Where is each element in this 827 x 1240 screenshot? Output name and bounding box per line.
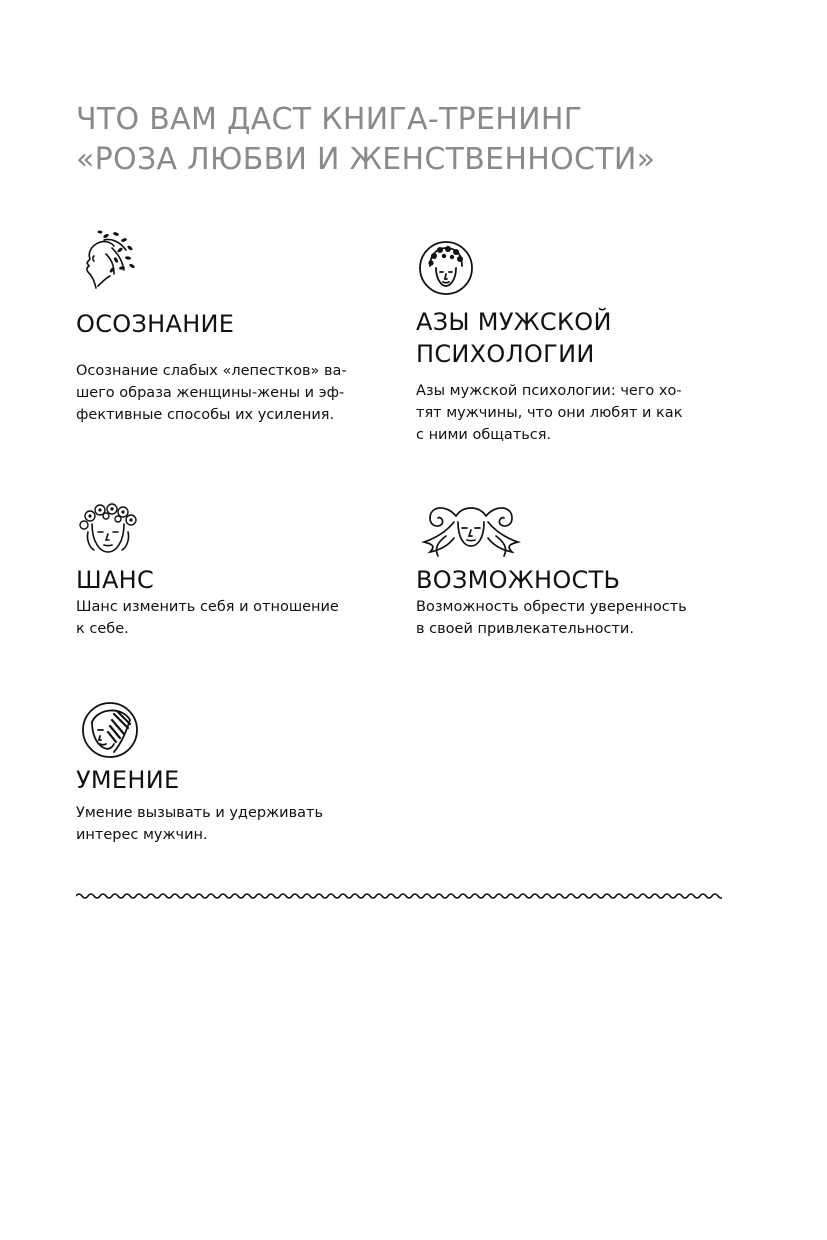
benefit-heading — [76, 308, 396, 340]
benefit-heading — [416, 306, 736, 370]
benefit-item-awareness — [76, 226, 396, 426]
benefit-description — [416, 596, 736, 640]
description-line: шего образа женщины-жены и эф- — [76, 385, 345, 401]
benefit-description — [416, 380, 736, 446]
benefit-item-opportunity — [416, 498, 736, 640]
page-title-line-1: ЧТО ВАМ ДАСТ КНИГА-ТРЕНИНГ — [76, 102, 583, 137]
description-line: Азы мужской психологии: чего хо- — [416, 383, 682, 399]
benefit-item-chance — [76, 498, 396, 640]
benefit-heading — [76, 764, 396, 796]
description-line: Шанс изменить себя и отношение — [76, 599, 339, 615]
benefit-heading-line: ШАНС — [76, 566, 155, 594]
description-line: интерес мужчин. — [76, 827, 208, 843]
benefit-heading — [76, 564, 396, 596]
benefit-description — [76, 802, 396, 846]
woman-face-with-curly-hair-icon — [416, 498, 526, 562]
benefit-heading-line: ВОЗМОЖНОСТЬ — [416, 566, 621, 594]
description-line: в своей привлекательности. — [416, 621, 634, 637]
description-line: к себе. — [76, 621, 129, 637]
benefit-heading-line: ОСОЗНАНИЕ — [76, 310, 235, 338]
page-title — [76, 100, 756, 180]
description-line: Возможность обрести уверенность — [416, 599, 687, 615]
woman-with-leaves-profile-icon — [76, 226, 140, 290]
woman-profile-in-circle-icon — [76, 698, 140, 762]
description-line: тят мужчины, что они любят и как — [416, 405, 683, 421]
description-line: с ними общаться. — [416, 427, 552, 443]
benefit-description — [76, 596, 396, 640]
benefit-item-skill — [76, 698, 396, 846]
description-line: Осознание слабых «лепестков» ва- — [76, 363, 347, 379]
woman-face-with-flower-wreath-icon — [76, 498, 140, 562]
benefit-heading-line: ПСИХОЛОГИИ — [416, 340, 595, 368]
benefit-heading — [416, 564, 736, 596]
page-title-line-2: «РОЗА ЛЮБВИ И ЖЕНСТВЕННОСТИ» — [76, 142, 656, 177]
benefit-heading-line: АЗЫ МУЖСКОЙ — [416, 308, 612, 336]
description-line: Умение вызывать и удерживать — [76, 805, 323, 821]
description-line: фективные способы их усиления. — [76, 407, 335, 423]
benefit-item-male-psychology — [416, 236, 736, 446]
woman-face-with-floral-crown-circle-icon — [416, 236, 480, 300]
benefit-heading-line: УМЕНИЕ — [76, 766, 180, 794]
benefit-description — [76, 360, 396, 426]
wavy-divider — [76, 888, 722, 904]
